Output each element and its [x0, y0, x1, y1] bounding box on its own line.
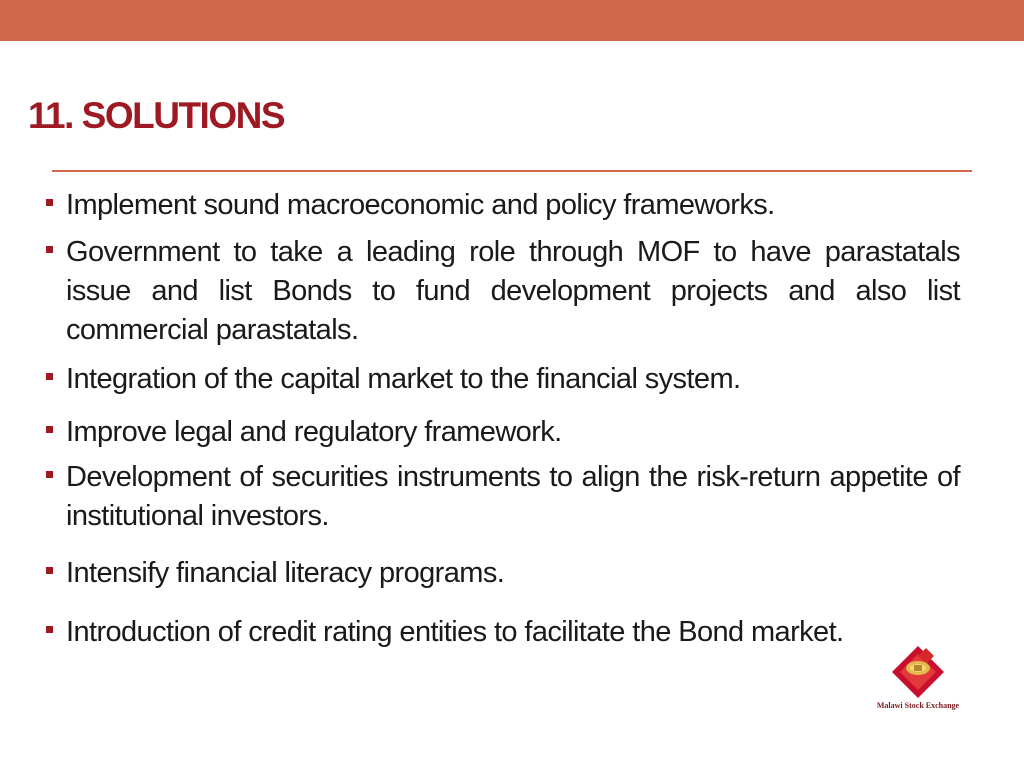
bullet-item [46, 613, 960, 652]
bullet-text: Intensify financial literacy programs. [66, 557, 505, 589]
slide-title: 11. SOLUTIONS [28, 95, 285, 136]
bullet-text: Government to take a leading role through MOF to have parastatals issue and list Bonds to fund development projects and also list commercial parastatals. [66, 236, 960, 346]
bullet-square-icon [46, 246, 53, 253]
bullet-item [46, 554, 960, 593]
bullet-square-icon [46, 471, 53, 478]
bullet-text: Development of securities instruments to align the risk-return appetite of institutional investors. [66, 461, 960, 532]
bullet-text: Introduction of credit rating entities to facilitate the Bond market. [66, 616, 844, 648]
bullet-square-icon [46, 426, 53, 433]
top-accent-band [0, 0, 1024, 41]
bullet-item [46, 186, 960, 225]
malawi-stock-exchange-logo-icon [868, 644, 968, 702]
bullet-square-icon [46, 199, 53, 206]
title-divider [52, 170, 972, 172]
bullet-text: Improve legal and regulatory framework. [66, 416, 562, 448]
bullet-item [46, 458, 960, 536]
bullet-item [46, 360, 960, 399]
bullet-text: Integration of the capital market to the financial system. [66, 363, 741, 395]
malawi-stock-exchange-logo [868, 644, 968, 714]
logo-caption: Malawi Stock Exchange [876, 701, 960, 710]
bullet-list [46, 186, 960, 652]
bullet-text: Implement sound macroeconomic and policy frameworks. [66, 189, 775, 221]
bullet-square-icon [46, 626, 53, 633]
bullet-square-icon [46, 373, 53, 380]
bullet-square-icon [46, 567, 53, 574]
bullet-item [46, 233, 960, 350]
bullet-item [46, 413, 960, 452]
